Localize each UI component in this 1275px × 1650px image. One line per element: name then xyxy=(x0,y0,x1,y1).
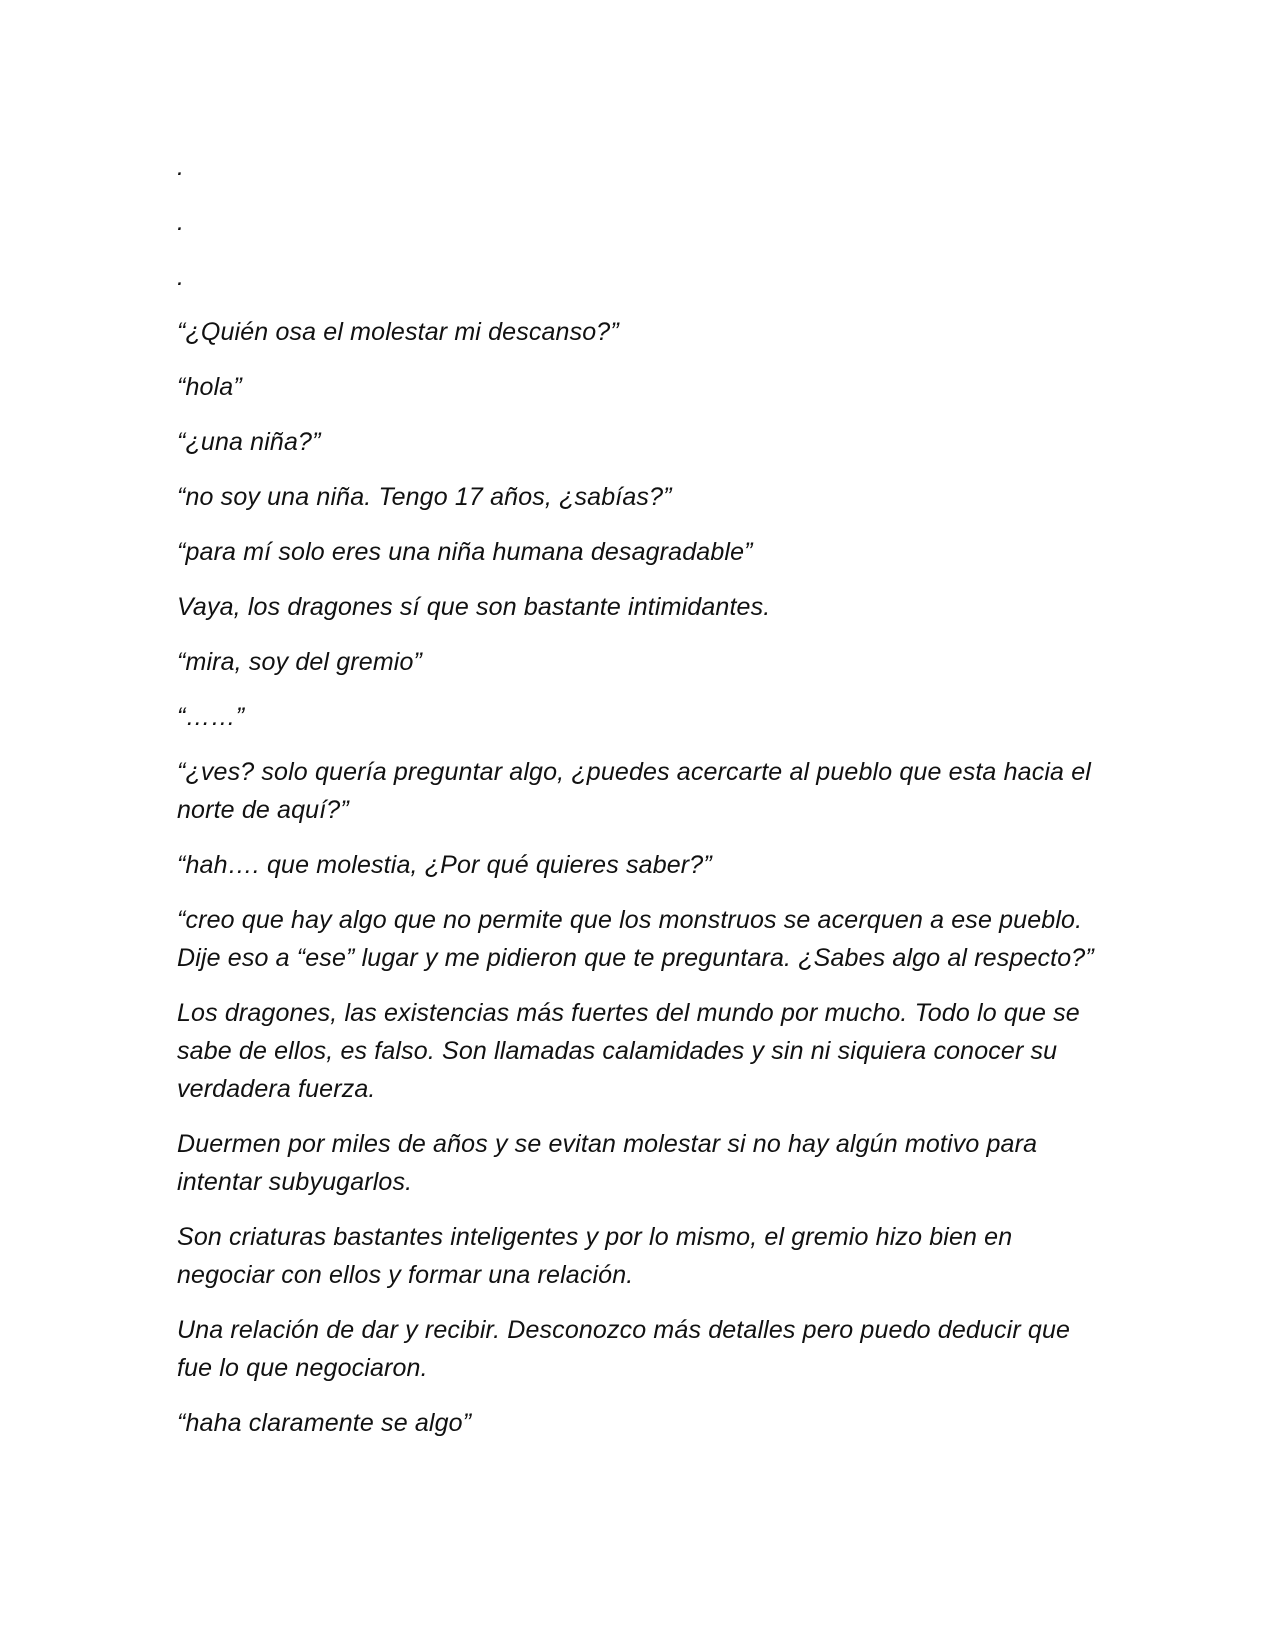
dialogue-paragraph: “……” xyxy=(177,703,245,731)
dialogue-paragraph: “no soy una niña. Tengo 17 años, ¿sabías?” xyxy=(177,483,672,511)
scene-break-dot: . xyxy=(177,263,185,291)
dialogue-paragraph: “¿Quién osa el molestar mi descanso?” xyxy=(177,318,619,346)
scene-break-dot: . xyxy=(177,153,185,181)
dialogue-paragraph: “haha claramente se algo” xyxy=(177,1409,472,1437)
dialogue-paragraph: “hola” xyxy=(177,373,242,401)
narration-paragraph: Vaya, los dragones sí que son bastante intimidantes. xyxy=(177,593,771,621)
narration-paragraph: Los dragones, las existencias más fuertes del mundo por mucho. Todo lo que se sabe de ellos, es falso. Son llamadas calamidades y sin ni siquiera conocer su verdadera fuerza. xyxy=(177,999,1087,1103)
document-body xyxy=(177,148,1107,1459)
scene-break-dot: . xyxy=(177,208,185,236)
dialogue-paragraph: “¿una niña?” xyxy=(177,428,321,456)
narration-paragraph: Una relación de dar y recibir. Desconozco más detalles pero puedo deducir que fue lo que negociaron. xyxy=(177,1316,1078,1382)
narration-paragraph: Duermen por miles de años y se evitan molestar si no hay algún motivo para intentar subyugarlos. xyxy=(177,1130,1045,1196)
narration-paragraph: Son criaturas bastantes inteligentes y por lo mismo, el gremio hizo bien en negociar con ellos y formar una relación. xyxy=(177,1223,1020,1289)
dialogue-paragraph: “creo que hay algo que no permite que los monstruos se acerquen a ese pueblo. Dije eso a “ese” lugar y me pidieron que te preguntara. ¿Sabes algo al respecto?” xyxy=(177,906,1094,972)
dialogue-paragraph: “para mí solo eres una niña humana desagradable” xyxy=(177,538,753,566)
dialogue-paragraph: “mira, soy del gremio” xyxy=(177,648,423,676)
dialogue-paragraph: “hah…. que molestia, ¿Por qué quieres saber?” xyxy=(177,851,712,879)
dialogue-paragraph: “¿ves? solo quería preguntar algo, ¿puedes acercarte al pueblo que esta hacia el norte de aquí?” xyxy=(177,758,1099,824)
